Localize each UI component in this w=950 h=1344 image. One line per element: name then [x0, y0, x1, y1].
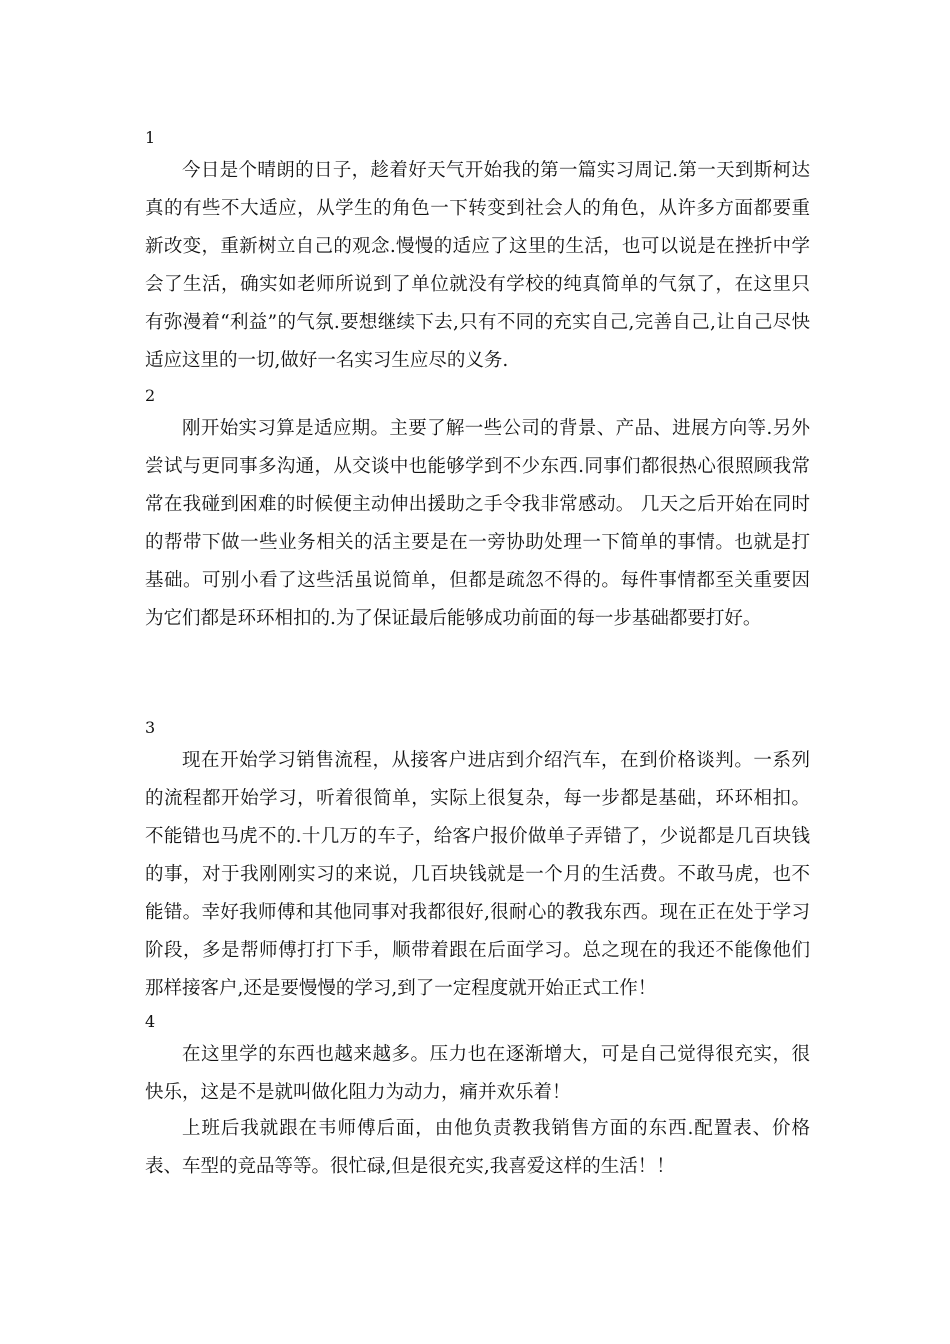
section-number-2: 2: [145, 386, 156, 405]
section-4-paragraph-1: 在这里学的东西也越来越多。压力也在逐渐增大，可是自己觉得很充实，很快乐，这是不是就叫做化阻力为动力，痛并欢乐着！: [145, 1044, 810, 1103]
section-4-paragraph-2: 上班后我就跟在韦师傅后面，由他负责教我销售方面的东西.配置表、价格表、车型的竞品等等。很忙碌,但是很充实,我喜爱这样的生活！！: [145, 1118, 810, 1177]
section-number-3: 3: [145, 718, 156, 737]
section-number-1: 1: [145, 128, 156, 147]
section-1-paragraph-1: 今日是个晴朗的日子，趁着好天气开始我的第一篇实习周记.第一天到斯柯达真的有些不大适应，从学生的角色一下转变到社会人的角色，从许多方面都要重新改变，重新树立自己的观念.慢慢的适应了这里的生活，也可以说是在挫折中学会了生活，确实如老师所说到了单位就没有学校的纯真简单的气氛了，在这里只有弥漫着“利益”的气氛.要想继续下去,只有不同的充实自己,完善自己,让自己尽快适应这里的一切,做好一名实习生应尽的义务.: [145, 160, 810, 371]
section-number-4: 4: [145, 1012, 156, 1031]
section-2-paragraph-1: 刚开始实习算是适应期。主要了解一些公司的背景、产品、进展方向等.另外尝试与更同事多沟通，从交谈中也能够学到不少东西.同事们都很热心很照顾我常常在我碰到困难的时候便主动伸出援助之手令我非常感动。 几天之后开始在同时的帮带下做一些业务相关的活主要是在一旁协助处理一下简单的事情。也就是打基础。可别小看了这些活虽说简单，但都是疏忽不得的。每件事情都至关重要因为它们都是环环相扣的.为了保证最后能够成功前面的每一步基础都要打好。: [145, 418, 810, 629]
section-3-paragraph-1: 现在开始学习销售流程，从接客户进店到介绍汽车，在到价格谈判。一系列的流程都开始学习，听着很简单，实际上很复杂，每一步都是基础，环环相扣。不能错也马虎不的.十几万的车子，给客户报价做单子弄错了，少说都是几百块钱的事，对于我刚刚实习的来说，几百块钱就是一个月的生活费。不敢马虎，也不能错。幸好我师傅和其他同事对我都很好,很耐心的教我东西。现在正在处于学习阶段，多是帮师傅打打下手，顺带着跟在后面学习。总之现在的我还不能像他们那样接客户,还是要慢慢的学习,到了一定程度就开始正式工作！: [145, 750, 810, 999]
